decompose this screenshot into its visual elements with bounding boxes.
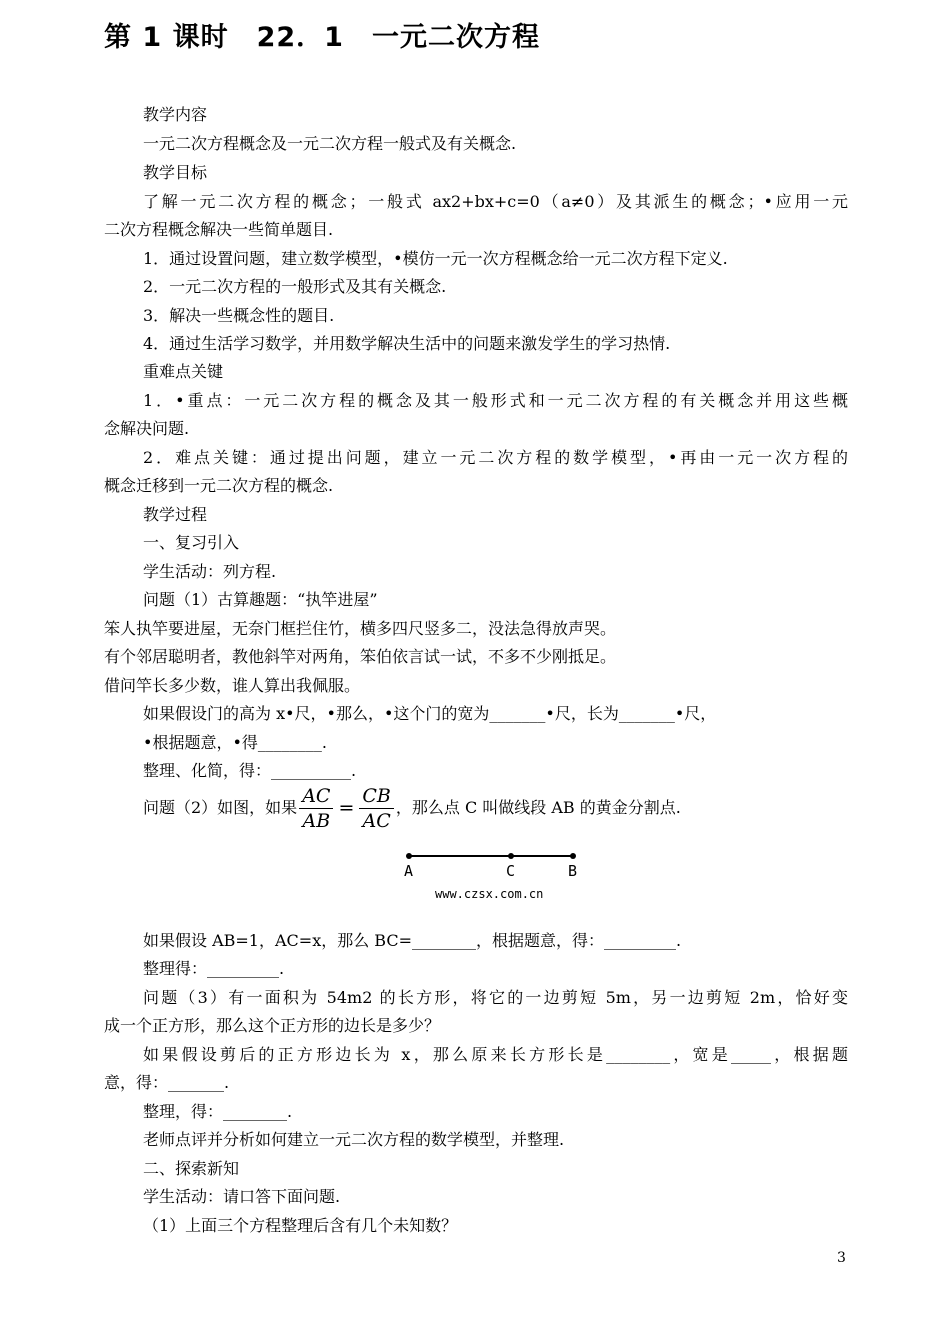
problem-2-suffix: ，那么点 C 叫做线段 AB 的黄金分割点. [395, 798, 681, 817]
paragraph-line: 整理得：_________. [143, 959, 285, 978]
page-number: 3 [837, 1250, 846, 1266]
problem-3-line: 问题（3）有一面积为 54m2 的长方形，将它的一边剪短 5m，另一边剪短 2m，恰好变 [143, 988, 848, 1007]
label-b: B [568, 862, 578, 880]
point-c [508, 853, 514, 859]
fraction-numerator: CB [359, 784, 394, 809]
paragraph-line: 如果假设门的高为 x•尺，•那么，•这个门的宽为_______•尺，长为_______•尺， [143, 704, 717, 723]
fraction-denominator: AC [362, 809, 391, 832]
poem-line: 笨人执竿要进屋，无奈门框拦住竹，横多四尺竖多二，没法急得放声哭。 [104, 619, 617, 638]
paragraph-line: 意，得：_______. [104, 1073, 230, 1092]
section-heading: 一、复习引入 [143, 533, 240, 552]
paragraph-line: 概念迁移到一元二次方程的概念. [104, 476, 334, 495]
paragraph-line: 了解一元二次方程的概念；一般式 ax2+bx+c=0（a≠0）及其派生的概念；•应用一元 [143, 192, 848, 211]
paragraph-line: 成一个正方形，那么这个正方形的边长是多少？ [104, 1016, 441, 1035]
paragraph-line: •根据题意，•得________. [143, 733, 327, 752]
heading-teaching-process: 教学过程 [143, 505, 208, 524]
paragraph-line: 老师点评并分析如何建立一元二次方程的数学模型，并整理. [143, 1130, 565, 1149]
list-item: 4．通过生活学习数学，并用数学解决生活中的问题来激发学生的学习热情. [143, 334, 671, 353]
paragraph-line: 念解决问题. [104, 419, 190, 438]
question-line: （1）上面三个方程整理后含有几个未知数？ [143, 1216, 458, 1235]
fraction-cb-over-ac [359, 784, 394, 833]
equals-sign: = [338, 797, 355, 819]
label-c: C [506, 862, 516, 880]
fraction-ac-over-ab [299, 784, 333, 833]
heading-key-points: 重难点关键 [143, 362, 224, 381]
fraction-numerator: AC [299, 784, 333, 809]
point-a [406, 853, 412, 859]
paragraph-line: 如果假设 AB=1，AC=x，那么 BC=________，根据题意，得：_________. [143, 931, 682, 950]
poem-line: 有个邻居聪明者，教他斜竿对两角，笨伯依言试一试，不多不少刚抵足。 [104, 647, 617, 666]
paragraph-line: 整理、化简，得：__________. [143, 761, 357, 780]
list-item: 1．•重点：一元二次方程的概念及其一般形式和一元二次方程的有关概念并用这些概 [143, 391, 848, 410]
list-item: 2．难点关键：通过提出问题，建立一元二次方程的数学模型，•再由一元一次方程的 [143, 448, 848, 467]
paragraph-line: 学生活动：请口答下面问题. [143, 1187, 341, 1206]
poem-line: 借问竿长多少数，谁人算出我佩服。 [104, 676, 361, 695]
lesson-title: 第 1 课时 22．1 一元二次方程 [104, 22, 540, 53]
problem-2-line [143, 783, 681, 833]
watermark-url: www.czsx.com.cn [435, 887, 544, 901]
heading-teaching-content: 教学内容 [143, 105, 208, 124]
label-a: A [404, 862, 414, 880]
paragraph-line: 一元二次方程概念及一元二次方程一般式及有关概念. [143, 134, 517, 153]
problem-1-title: 问题（1）古算趣题：“执竿进屋” [143, 590, 378, 609]
point-b [570, 853, 576, 859]
section-heading: 二、探索新知 [143, 1159, 240, 1178]
problem-2-prefix: 问题（2）如图，如果 [143, 798, 298, 817]
list-item: 1．通过设置问题，建立数学模型，•模仿一元一次方程概念给一元二次方程下定义. [143, 249, 728, 268]
fraction-denominator: AB [302, 809, 331, 832]
heading-teaching-goals: 教学目标 [143, 163, 208, 182]
paragraph-line: 如果假设剪后的正方形边长为 x，那么原来长方形长是________，宽是_____，根据题 [143, 1045, 848, 1064]
paragraph-line: 二次方程概念解决一些简单题目. [104, 220, 334, 239]
list-item: 2．一元二次方程的一般形式及其有关概念. [143, 277, 447, 296]
paragraph-line: 学生活动：列方程. [143, 562, 277, 581]
list-item: 3．解决一些概念性的题目. [143, 306, 335, 325]
paragraph-line: 整理，得：________. [143, 1102, 293, 1121]
golden-section-figure [395, 845, 595, 905]
